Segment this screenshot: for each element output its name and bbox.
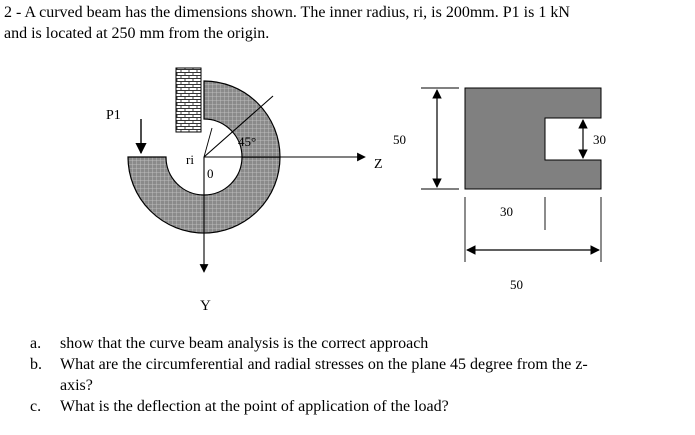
question-a xyxy=(30,333,690,354)
inner-radius-label: ri xyxy=(186,152,194,167)
height-label: 50 xyxy=(393,132,406,147)
problem-line-1: 2 - A curved beam has the dimensions shown. The inner radius, ri, is 200mm. P1 is 1 kN xyxy=(4,4,570,21)
question-b xyxy=(30,354,690,396)
inner-radius-line xyxy=(204,128,212,157)
question-text: What are the circumferential and radial stresses on the plane 45 degree from the z- xyxy=(60,356,588,373)
load-label: P1 xyxy=(106,108,121,123)
angle-label: 45° xyxy=(238,134,257,149)
question-c xyxy=(30,396,690,417)
question-text: What is the deflection at the point of application of the load? xyxy=(60,398,449,415)
question-text: show that the curve beam analysis is the correct approach xyxy=(60,335,429,352)
question-letter: a. xyxy=(30,335,42,352)
total-width-label: 50 xyxy=(510,277,523,292)
z-axis-label: Z xyxy=(374,157,383,172)
question-text-continued: axis? xyxy=(60,377,93,394)
inner-height-label: 30 xyxy=(593,132,606,147)
origin-label: 0 xyxy=(207,166,214,181)
question-list xyxy=(30,333,690,417)
question-letter: c. xyxy=(30,398,42,415)
y-axis-label: Y xyxy=(200,298,211,314)
web-width-label: 30 xyxy=(500,204,513,219)
cross-section xyxy=(465,88,601,189)
problem-line-2: and is located at 250 mm from the origin. xyxy=(4,25,270,42)
question-letter: b. xyxy=(30,356,42,373)
fixed-support-wall xyxy=(176,68,201,132)
